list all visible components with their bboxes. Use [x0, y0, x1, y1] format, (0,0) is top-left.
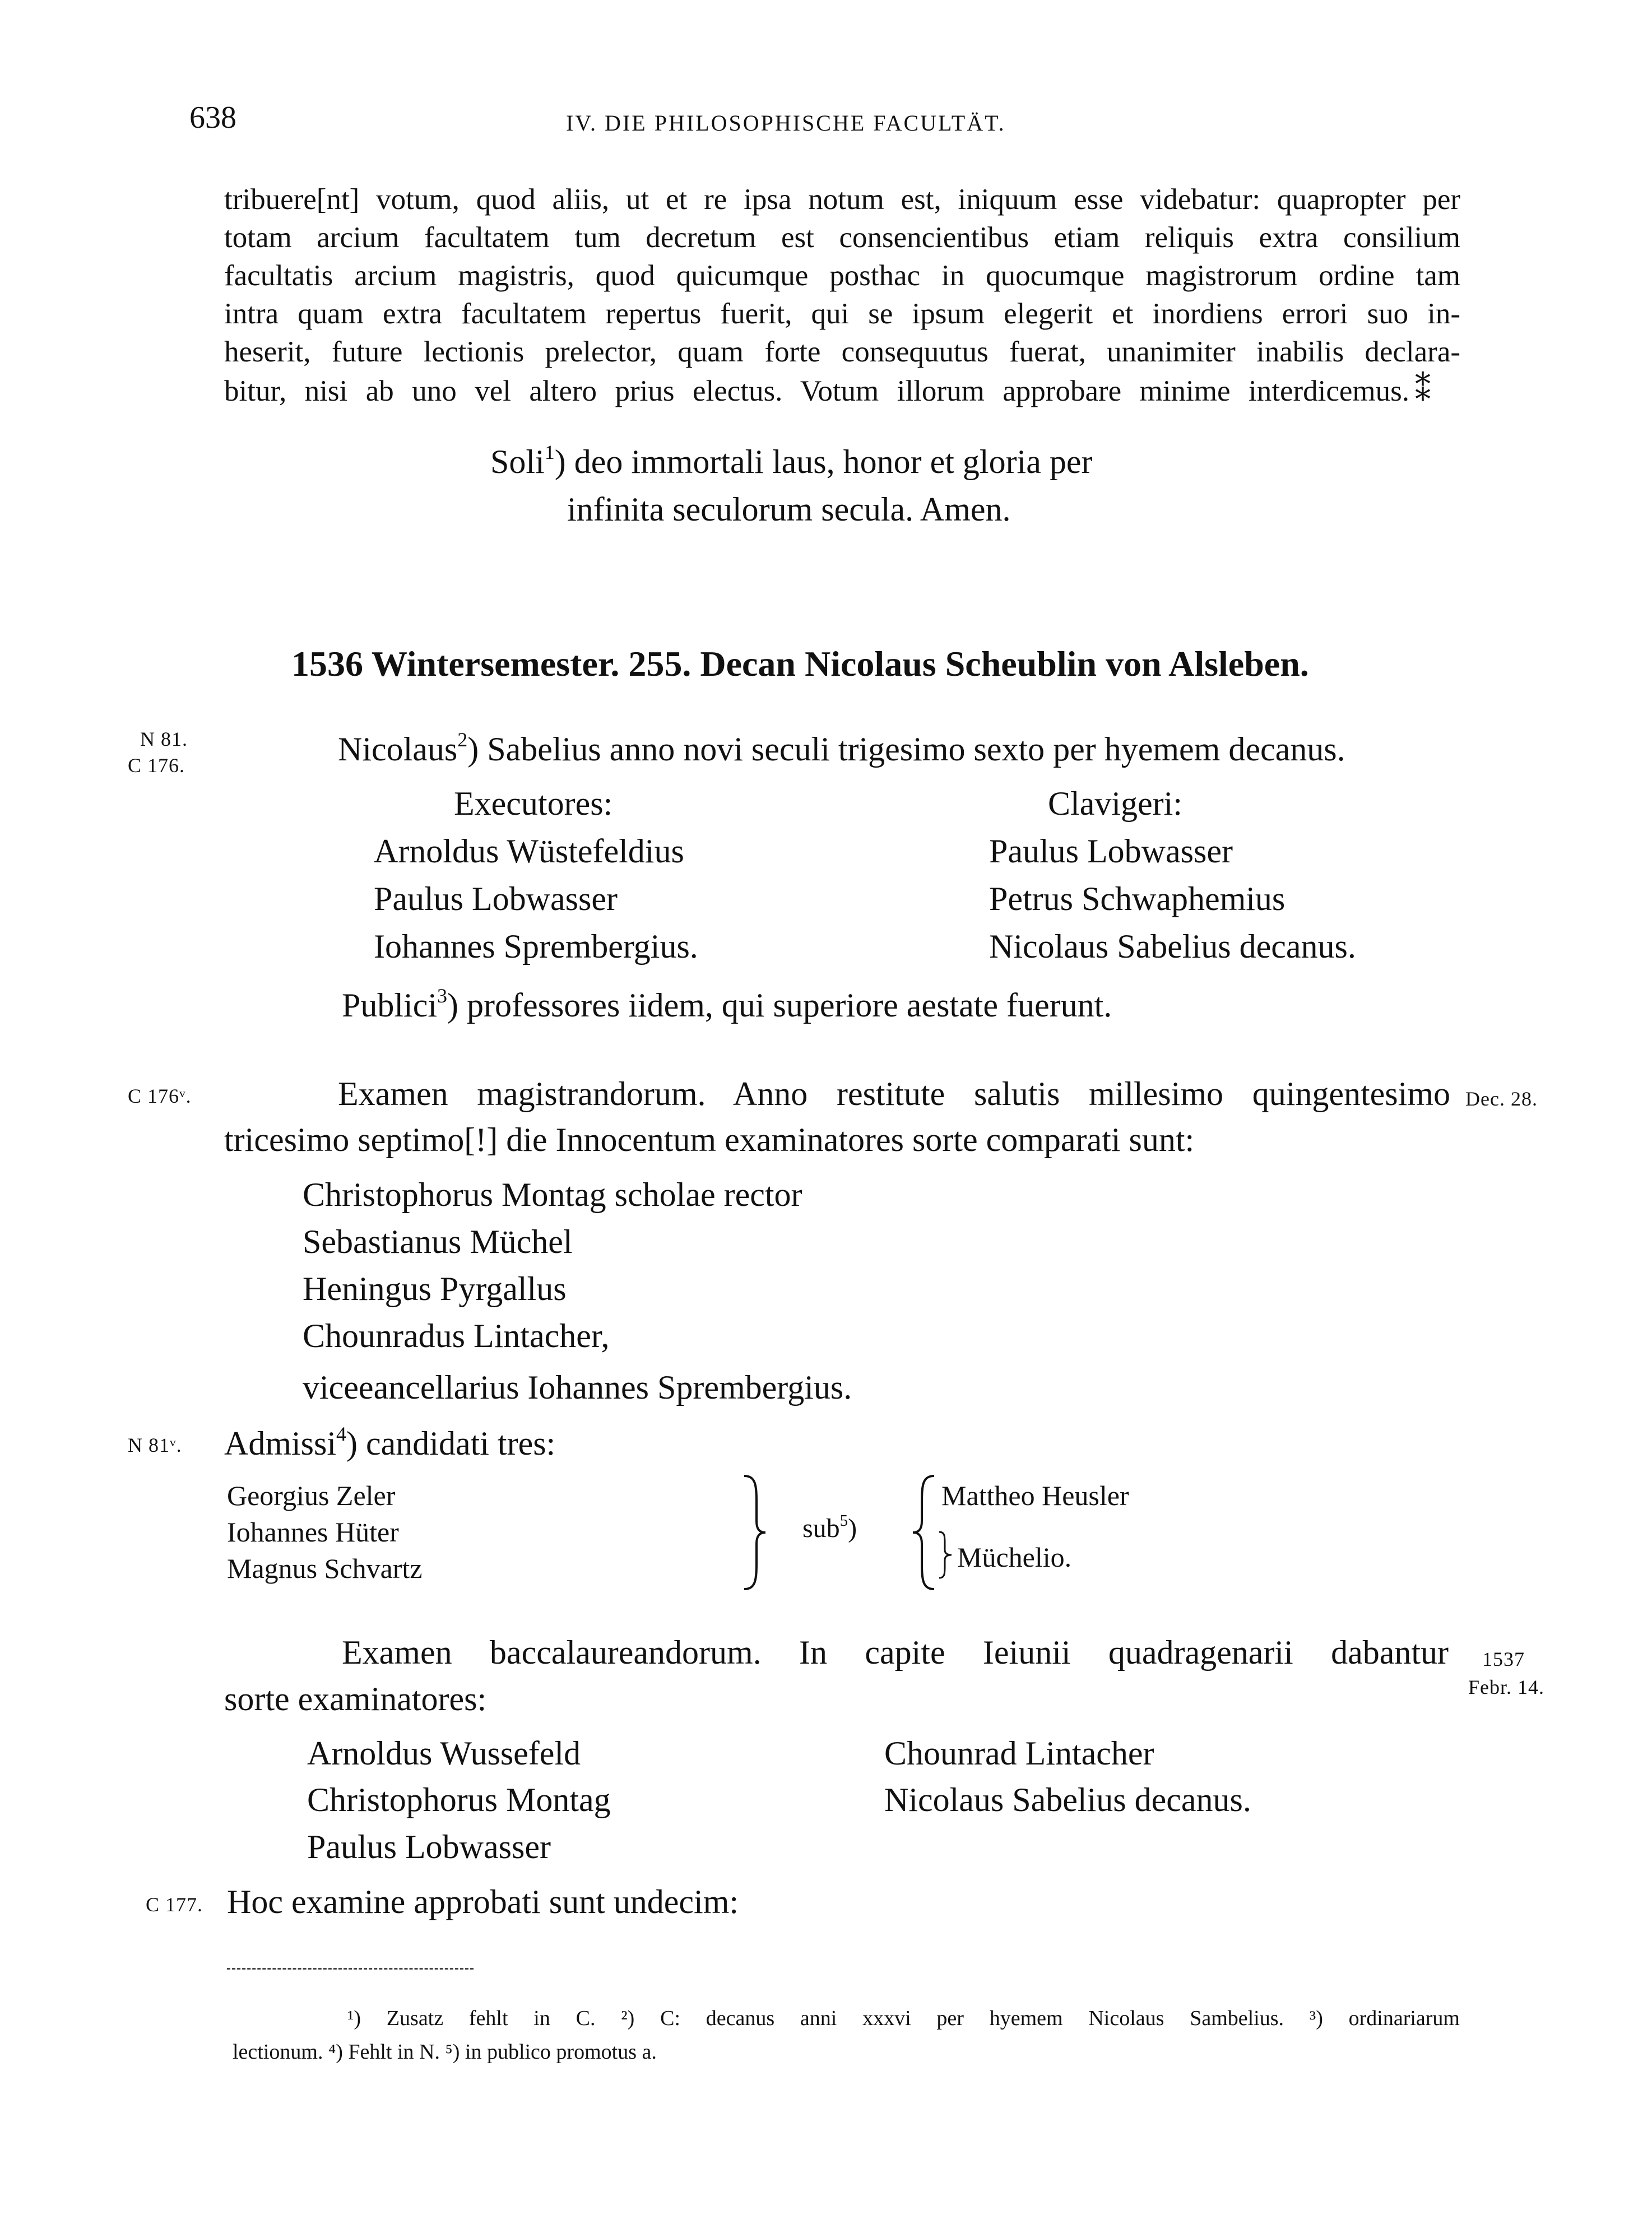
footnote-line: lectionum. ⁴) Fehlt in N. ⁵) in publico promotus a.: [233, 2040, 657, 2064]
promotor-name: Mattheo Heusler: [941, 1480, 1129, 1511]
examinator-name: Heningus Pyrgallus: [303, 1270, 567, 1307]
intro-line: facultatis arcium magistris, quod quicumque posthac in quocumque magistrorum ordine tam: [224, 259, 1460, 292]
candidate-name: Iohannes Hüter: [227, 1516, 399, 1548]
examinator-name: Chounrad Lintacher: [884, 1735, 1154, 1772]
executor-name: Paulus Lobwasser: [374, 880, 618, 917]
examen-baccalaureandorum-line: sorte examinatores:: [224, 1680, 487, 1717]
examinator-name: Paulus Lobwasser: [307, 1828, 551, 1865]
doxology-line: Soli$^1$) deo immortali laus, honor et gloria per: [490, 440, 1093, 480]
page-number: 638: [189, 100, 236, 135]
intro-line: heserit, future lectionis prelector, quam forte consequutus fuerat, unanimiter inabilis declara-: [224, 336, 1460, 368]
footnote-ref: 3: [437, 984, 448, 1007]
sub-label: sub$^5$): [802, 1511, 857, 1543]
doxology-line: infinita seculorum secula. Amen.: [567, 491, 1011, 528]
footnote-ref: 2: [457, 728, 468, 751]
footnote-ref: 4: [336, 1422, 347, 1445]
closing-brace: [740, 1474, 768, 1591]
margin-date: Febr. 14.: [1468, 1676, 1545, 1698]
claviger-name: Petrus Schwaphemius: [989, 880, 1286, 917]
footnote-line: ¹) Zusatz fehlt in C. ²) C: decanus anni xxxvi per hyemem Nicolaus Sambelius. ³) ordinariarum: [347, 2007, 1460, 2030]
intro-line: bitur, nisi ab uno vel altero prius electus. Votum illorum approbare minime interdicemus.: [224, 375, 1409, 407]
inner-brace: [937, 1530, 954, 1580]
section-end-mark: ⁑: [1415, 373, 1431, 408]
admissi-line: Admissi$^4$) candidati tres:: [224, 1422, 556, 1462]
promotor-name: Müchelio.: [957, 1541, 1072, 1573]
margin-reference: C 176.: [128, 754, 185, 777]
examen-magistrandorum-line: tricesimo septimo[!] die Innocentum examinatores sorte comparati sunt:: [224, 1121, 1195, 1158]
claviger-name: Paulus Lobwasser: [989, 833, 1233, 870]
intro-line: intra quam extra facultatem repertus fuerit, qui se ipsum elegerit et inordiens errori suo in-: [224, 298, 1460, 330]
examinator-name: Chounradus Lintacher,: [303, 1317, 610, 1354]
section-title: 1536 Wintersemester. 255. Decan Nicolaus Scheublin von Alsleben.: [291, 644, 1309, 684]
executor-name: Arnoldus Wüstefeldius: [374, 833, 684, 870]
publici-line: Publici$^3$) professores iidem, qui superiore aestate fuerunt.: [342, 984, 1112, 1024]
intro-line: tribuere[nt] votum, quod aliis, ut et re ipsa notum est, iniquum esse videbatur: quapropter per: [224, 183, 1460, 216]
approbati-line: Hoc examine approbati sunt undecim:: [227, 1883, 739, 1920]
candidate-name: Magnus Schvartz: [227, 1553, 423, 1584]
margin-date: 1537: [1482, 1648, 1525, 1670]
executor-name: Iohannes Sprembergius.: [374, 928, 698, 965]
footnote-ref: 1: [544, 440, 555, 463]
candidate-name: Georgius Zeler: [227, 1480, 396, 1511]
margin-reference: N 81ᵛ.: [128, 1434, 182, 1456]
margin-reference: N 81.: [140, 728, 188, 750]
executores-heading: Executores:: [454, 785, 613, 822]
opening-brace: [911, 1474, 939, 1591]
clavigeri-heading: Clavigeri:: [1048, 785, 1182, 822]
claviger-name: Nicolaus Sabelius decanus.: [989, 928, 1356, 965]
examinator-name: viceeancellarius Iohannes Sprembergius.: [303, 1369, 852, 1406]
margin-date: Dec. 28.: [1465, 1088, 1538, 1110]
examinator-name: Christophorus Montag: [307, 1781, 611, 1818]
examinator-name: Arnoldus Wussefeld: [307, 1735, 581, 1772]
decanus-line: Nicolaus$^2$) Sabelius anno novi seculi trigesimo sexto per hyemem decanus.: [338, 728, 1345, 768]
examinator-name: Sebastianus Müchel: [303, 1223, 573, 1260]
examinator-name: Christophorus Montag scholae rector: [303, 1176, 802, 1213]
running-title: IV. DIE PHILOSOPHISCHE FACULTÄT.: [566, 110, 1006, 136]
examen-baccalaureandorum-line: Examen baccalaureandorum. In capite Ieiunii quadragenarii dabantur: [342, 1634, 1449, 1671]
examen-magistrandorum-line: Examen magistrandorum. Anno restitute salutis millesimo quingentesimo: [338, 1075, 1450, 1112]
footnote-ref: 5: [839, 1511, 848, 1530]
intro-line: totam arcium facultatem tum decretum est consencientibus etiam reliquis extra consilium: [224, 221, 1460, 254]
margin-reference: C 177.: [146, 1893, 203, 1916]
margin-reference: C 176ᵛ.: [128, 1085, 192, 1107]
examinator-name: Nicolaus Sabelius decanus.: [884, 1781, 1251, 1818]
footnote-rule: [227, 1968, 474, 1970]
